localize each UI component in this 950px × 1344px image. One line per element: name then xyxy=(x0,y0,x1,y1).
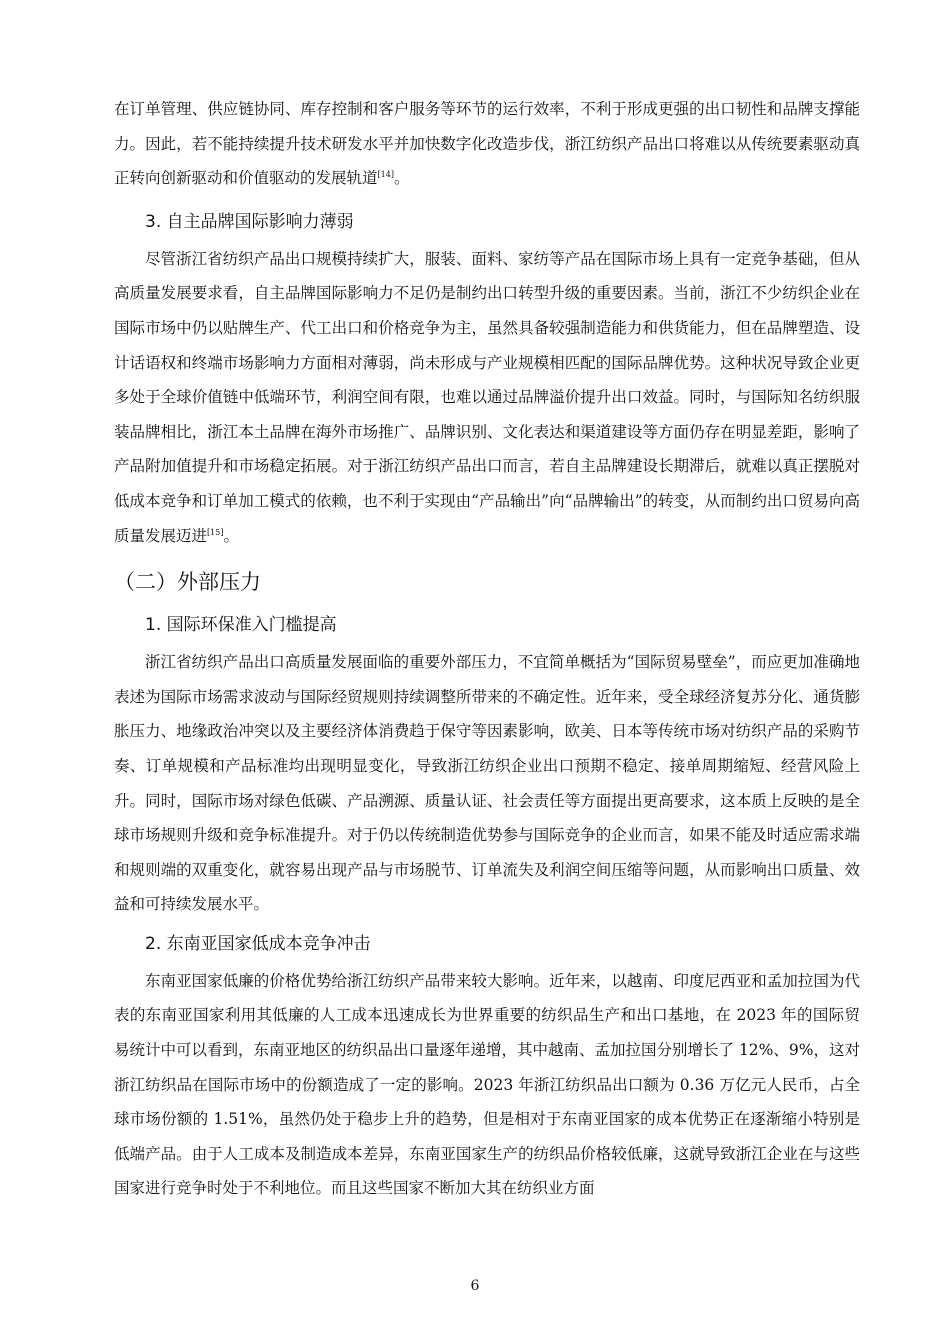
page-content xyxy=(114,92,860,1206)
citation-14: [14] xyxy=(377,170,394,180)
paragraph-southeast-asia-competition: 东南亚国家低廉的价格优势给浙江纺织产品带来较大影响。近年来，以越南、印度尼西亚和孟加拉国为代表的东南亚国家利用其低廉的人工成本迅速成长为世界重要的纺织品生产和出口基地，在 2023 年的国际贸易统计中可以看到，东南亚地区的纺织品出口量逐年递增，其中越南、孟加拉国分别增长了 12%、9%，这对浙江纺织品在国际市场中的份额造成了一定的影响。2023 年浙江纺织品出口额为 0.36 万亿元人民币，占全球市场份额的 1.51%，虽然仍处于稳步上升的趋势，但是相对于东南亚国家的成本优势正在逐渐缩小特别是低端产品。由于人工成本及制造成本差异，东南亚国家生产的纺织品价格较低廉，这就导致浙江企业在与这些国家进行竞争时处于不利地位。而且这些国家不断加大其在纺织业方面 xyxy=(114,971,860,1198)
paragraph-text: 尽管浙江省纺织产品出口规模持续扩大，服装、面料、家纺等产品在国际市场上具有一定竞争基础，但从高质量发展要求看，自主品牌国际影响力不足仍是制约出口转型升级的重要因素。当前，浙江不少纺织企业在国际市场中仍以贴牌生产、代工出口和价格竞争为主，虽然具备较强制造能力和供货能力，但在品牌塑造、设计话语权和终端市场影响力方面相对薄弱，尚未形成与产业规模相匹配的国际品牌优势。这种状况导致企业更多处于全球价值链中低端环节，利润空间有限，也难以通过品牌溢价提升出口效益。同时，与国际知名纺织服装品牌相比，浙江本土品牌在海外市场推广、品牌识别、文化表达和渠道建设等方面仍存在明显差距，影响了产品附加值提升和市场稳定拓展。对于浙江纺织产品出口而言，若自主品牌建设长期滞后，就难以真正摆脱对低成本竞争和订单加工模式的依赖，也不利于实现由“产品输出”向“品牌输出”的转变，从而制约出口贸易向高质量发展迈进 xyxy=(114,249,860,545)
paragraph-end: 。 xyxy=(223,526,239,545)
paragraph-text: 在订单管理、供应链协同、库存控制和客户服务等环节的运行效率，不利于形成更强的出口韧性和品牌支撑能力。因此，若不能持续提升技术研发水平并加快数字化改造步伐，浙江纺织产品出口将难以从传统要素驱动真正转向创新驱动和价值驱动的发展轨道 xyxy=(114,100,860,188)
paragraph-brand-influence xyxy=(114,242,860,553)
paragraph-tech-upgrade xyxy=(114,92,860,196)
section-heading-external-pressure: （二）外部压力 xyxy=(114,570,261,595)
citation-15: [15] xyxy=(207,527,224,537)
paragraph-environmental-threshold: 浙江省纺织产品出口高质量发展面临的重要外部压力，不宜简单概括为“国际贸易壁垒”，而应更加准确地表述为国际市场需求波动与国际经贸规则持续调整所带来的不确定性。近年来，受全球经济复苏分化、通货膨胀压力、地缘政治冲突以及主要经济体消费趋于保守等因素影响，欧美、日本等传统市场对纺织产品的采购节奏、订单规模和产品标准均出现明显变化，导致浙江纺织企业出口预期不稳定、接单周期缩短、经营风险上升。同时，国际市场对绿色低碳、产品溯源、质量认证、社会责任等方面提出更高要求，这本质上反映的是全球市场规则升级和竞争标准提升。对于仍以传统制造优势参与国际竞争的企业而言，如果不能及时适应需求端和规则端的双重变化，就容易出现产品与市场脱节、订单流失及利润空间压缩等问题，从而影响出口质量、效益和可持续发展水平。 xyxy=(114,653,860,914)
heading-brand-influence: 3. 自主品牌国际影响力薄弱 xyxy=(145,211,354,232)
paragraph-end: 。 xyxy=(393,169,410,188)
heading-environmental-threshold: 1. 国际环保准入门槛提高 xyxy=(145,615,337,636)
page-number: 6 xyxy=(470,1278,480,1294)
heading-southeast-asia-competition: 2. 东南亚国家低成本竞争冲击 xyxy=(145,933,371,954)
